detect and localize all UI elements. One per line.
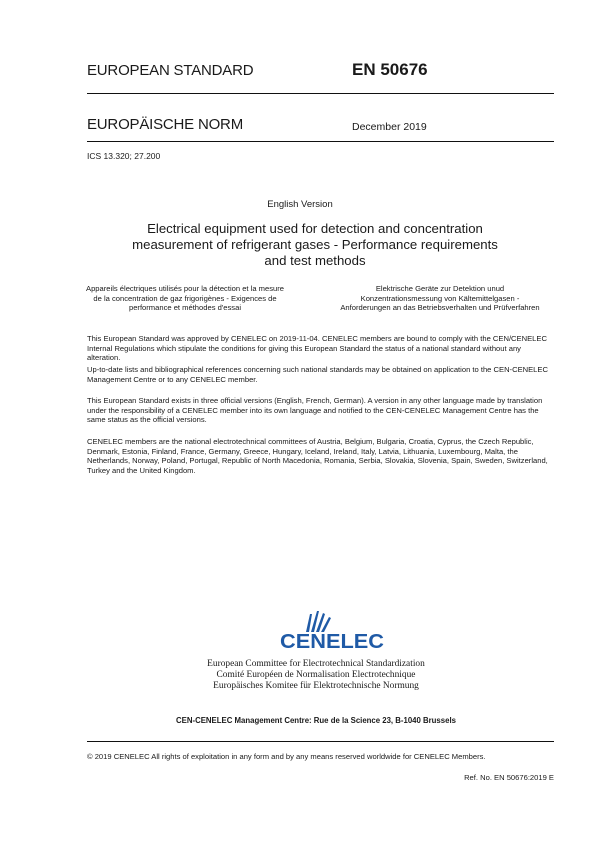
title-line: and test methods bbox=[264, 253, 366, 268]
paragraph-line: Netherlands, Norway, Poland, Portugal, Republic of North Macedonia, Romania, Serbia, Slovakia, Slovenia, Spain, Sweden, Switzerland, bbox=[87, 456, 548, 466]
paragraph-line: This European Standard exists in three official versions (English, French, German). A version in any other language made by translation bbox=[87, 396, 543, 405]
copyright-notice: © 2019 CENELEC All rights of exploitation in any form and by any means reserved worldwide for CENELEC Members. bbox=[87, 752, 486, 761]
german-title-line: Konzentrationsmessung von Kältemittelgasen - bbox=[360, 293, 520, 303]
management-centre-address: CEN-CENELEC Management Centre: Rue de la Science 23, B-1040 Brussels bbox=[176, 716, 456, 725]
header-divider-top bbox=[87, 93, 554, 94]
paragraph-line: under the responsibility of a CENELEC member into its own language and notified to the CEN-CENELEC Management Centre has the bbox=[87, 405, 539, 415]
paragraph-line: same status as the official versions. bbox=[87, 415, 207, 425]
standard-title-de: EUROPÄISCHE NORM bbox=[87, 116, 243, 133]
paragraph-line: Internal Regulations which stipulate the conditions for giving this European Standard the status of a national standard without any alteration. bbox=[87, 343, 521, 363]
logo-rays bbox=[306, 611, 331, 632]
french-title-line: Appareils électriques utilisés pour la détection et la mesure bbox=[86, 284, 284, 293]
standard-title-en: EUROPEAN STANDARD bbox=[87, 62, 254, 79]
french-title bbox=[80, 284, 290, 313]
committee-name-de: Europäisches Komitee für Elektrotechnische Normung bbox=[213, 681, 419, 692]
paragraph-line: Management Centre or to any CENELEC member. bbox=[87, 374, 258, 384]
french-title-line: performance et méthodes d'essai bbox=[128, 303, 242, 313]
french-title-line: de la concentration de gaz frigorigènes - Exigences de bbox=[93, 293, 277, 303]
footer-divider bbox=[87, 741, 554, 742]
publication-date: December 2019 bbox=[352, 121, 427, 133]
logo-wordmark: CENELEC bbox=[280, 631, 384, 653]
committee-names bbox=[0, 659, 600, 693]
approval-paragraph bbox=[87, 334, 553, 363]
paragraph-line: Denmark, Estonia, Finland, France, Germany, Greece, Hungary, Iceland, Ireland, Italy, Latvia, Lithuania, Luxembourg, Malta, the bbox=[87, 446, 518, 456]
header-divider-bottom bbox=[87, 141, 554, 142]
german-title-line: Anforderungen an das Betriebsverhalten und Prüfverfahren bbox=[340, 303, 540, 313]
paragraph-line: This European Standard was approved by CENELEC on 2019-11-04. CENELEC members are bound to comply with the CEN/CENELEC bbox=[87, 334, 547, 343]
paragraph-line: Turkey and the United Kingdom. bbox=[87, 465, 196, 475]
reference-number: Ref. No. EN 50676:2019 E bbox=[464, 773, 554, 782]
versions-paragraph bbox=[87, 396, 553, 425]
cenelec-logo bbox=[276, 610, 388, 656]
paragraph-line: CENELEC members are the national electrotechnical committees of Austria, Belgium, Bulgaria, Croatia, Cyprus, the Czech Republic, bbox=[87, 437, 534, 446]
ics-code: ICS 13.320; 27.200 bbox=[87, 151, 161, 161]
title-line: measurement of refrigerant gases - Performance requirements bbox=[132, 237, 498, 252]
document-title bbox=[120, 221, 510, 269]
german-title bbox=[325, 284, 555, 313]
standard-number: EN 50676 bbox=[352, 60, 428, 79]
members-paragraph bbox=[87, 437, 553, 475]
paragraph-line: Up-to-date lists and bibliographical references concerning such national standards may be obtained on application to the CEN-CENELEC bbox=[87, 365, 548, 374]
references-paragraph bbox=[87, 365, 553, 384]
committee-name-en: European Committee for Electrotechnical Standardization bbox=[207, 659, 425, 669]
language-version: English Version bbox=[267, 199, 333, 210]
title-line: Electrical equipment used for detection and concentration bbox=[147, 221, 483, 236]
committee-name-fr: Comité Européen de Normalisation Electrotechnique bbox=[216, 670, 416, 681]
german-title-line: Elektrische Geräte zur Detektion unud bbox=[375, 284, 505, 293]
